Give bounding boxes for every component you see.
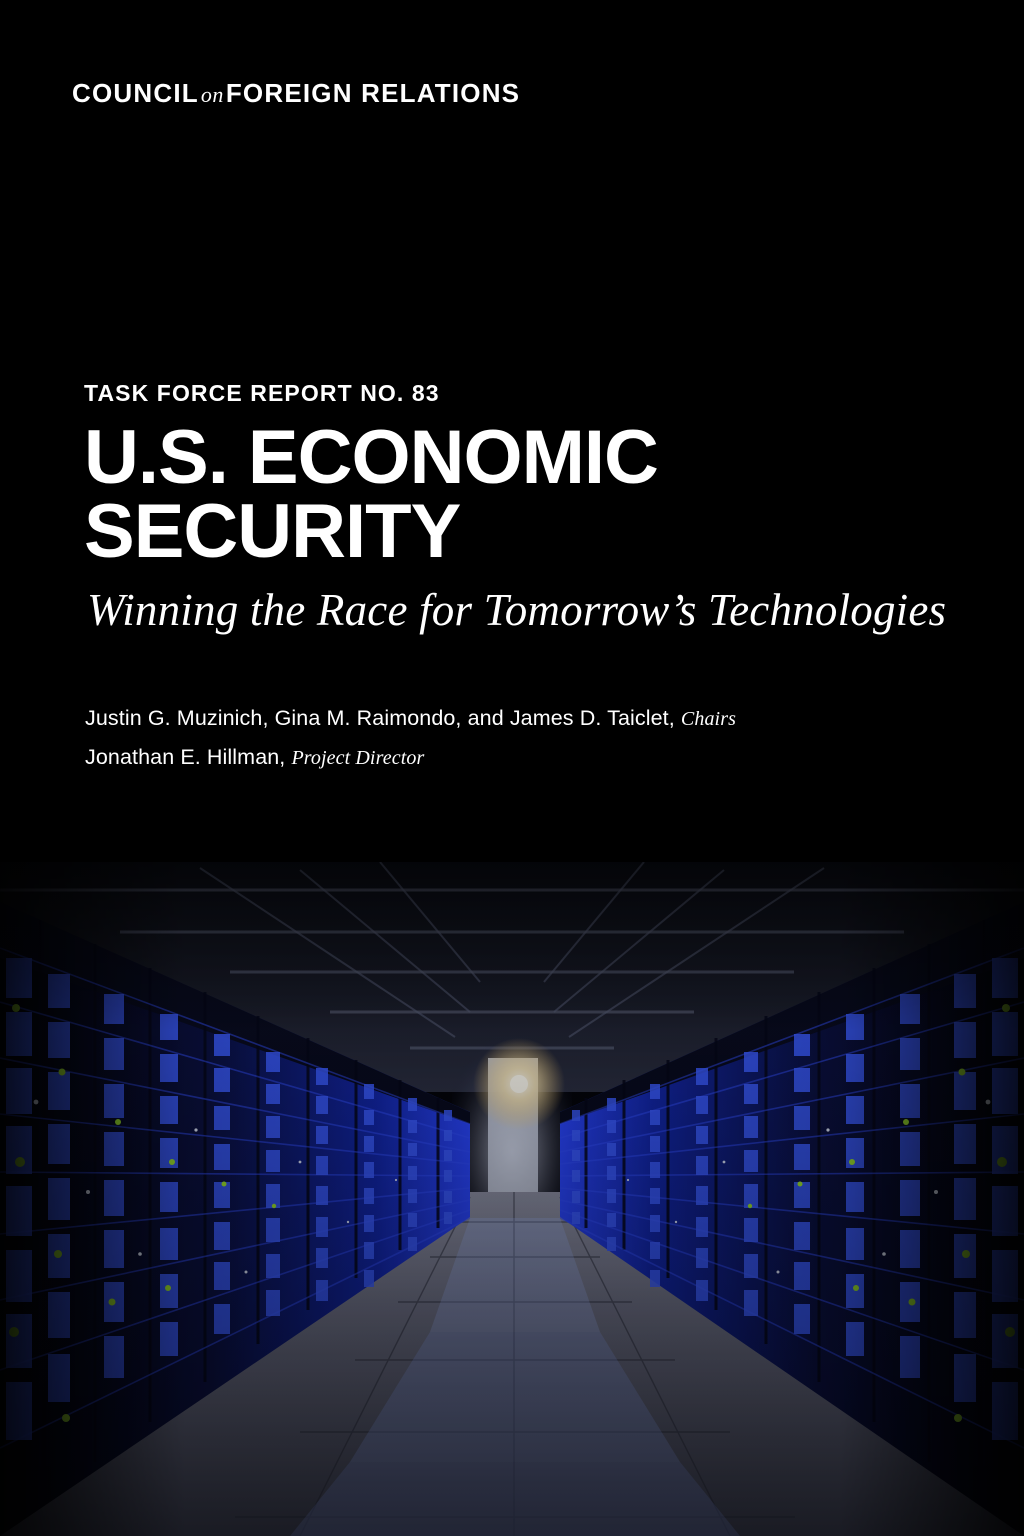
page-title: [84, 415, 984, 575]
publisher-masthead: [72, 78, 520, 109]
page-subtitle: Winning the Race for Tomorrow’s Technologies: [87, 584, 947, 635]
credit-line-chairs: [85, 706, 965, 731]
publisher-word-foreign-relations: FOREIGN RELATIONS: [225, 78, 521, 108]
credit-line-project-director: [85, 745, 965, 770]
publisher-connector-on: on: [200, 82, 224, 107]
series-label: TASK FORCE REPORT NO. 83: [84, 380, 440, 406]
credits-block: [85, 706, 965, 784]
credit-names-chairs: Justin G. Muzinich, Gina M. Raimondo, and James D. Taiclet,: [85, 706, 675, 730]
cover-photo: [0, 862, 1024, 1536]
page-title-line-2: SECURITY: [84, 489, 461, 575]
page-title-line-1: U.S. ECONOMIC: [84, 415, 658, 500]
credit-role-chairs: Chairs: [680, 708, 736, 730]
credit-role-project-director: Project Director: [291, 747, 425, 769]
publisher-word-council: COUNCIL: [72, 78, 199, 108]
title-block: [84, 380, 984, 636]
credit-names-project-director: Jonathan E. Hillman,: [85, 745, 286, 769]
